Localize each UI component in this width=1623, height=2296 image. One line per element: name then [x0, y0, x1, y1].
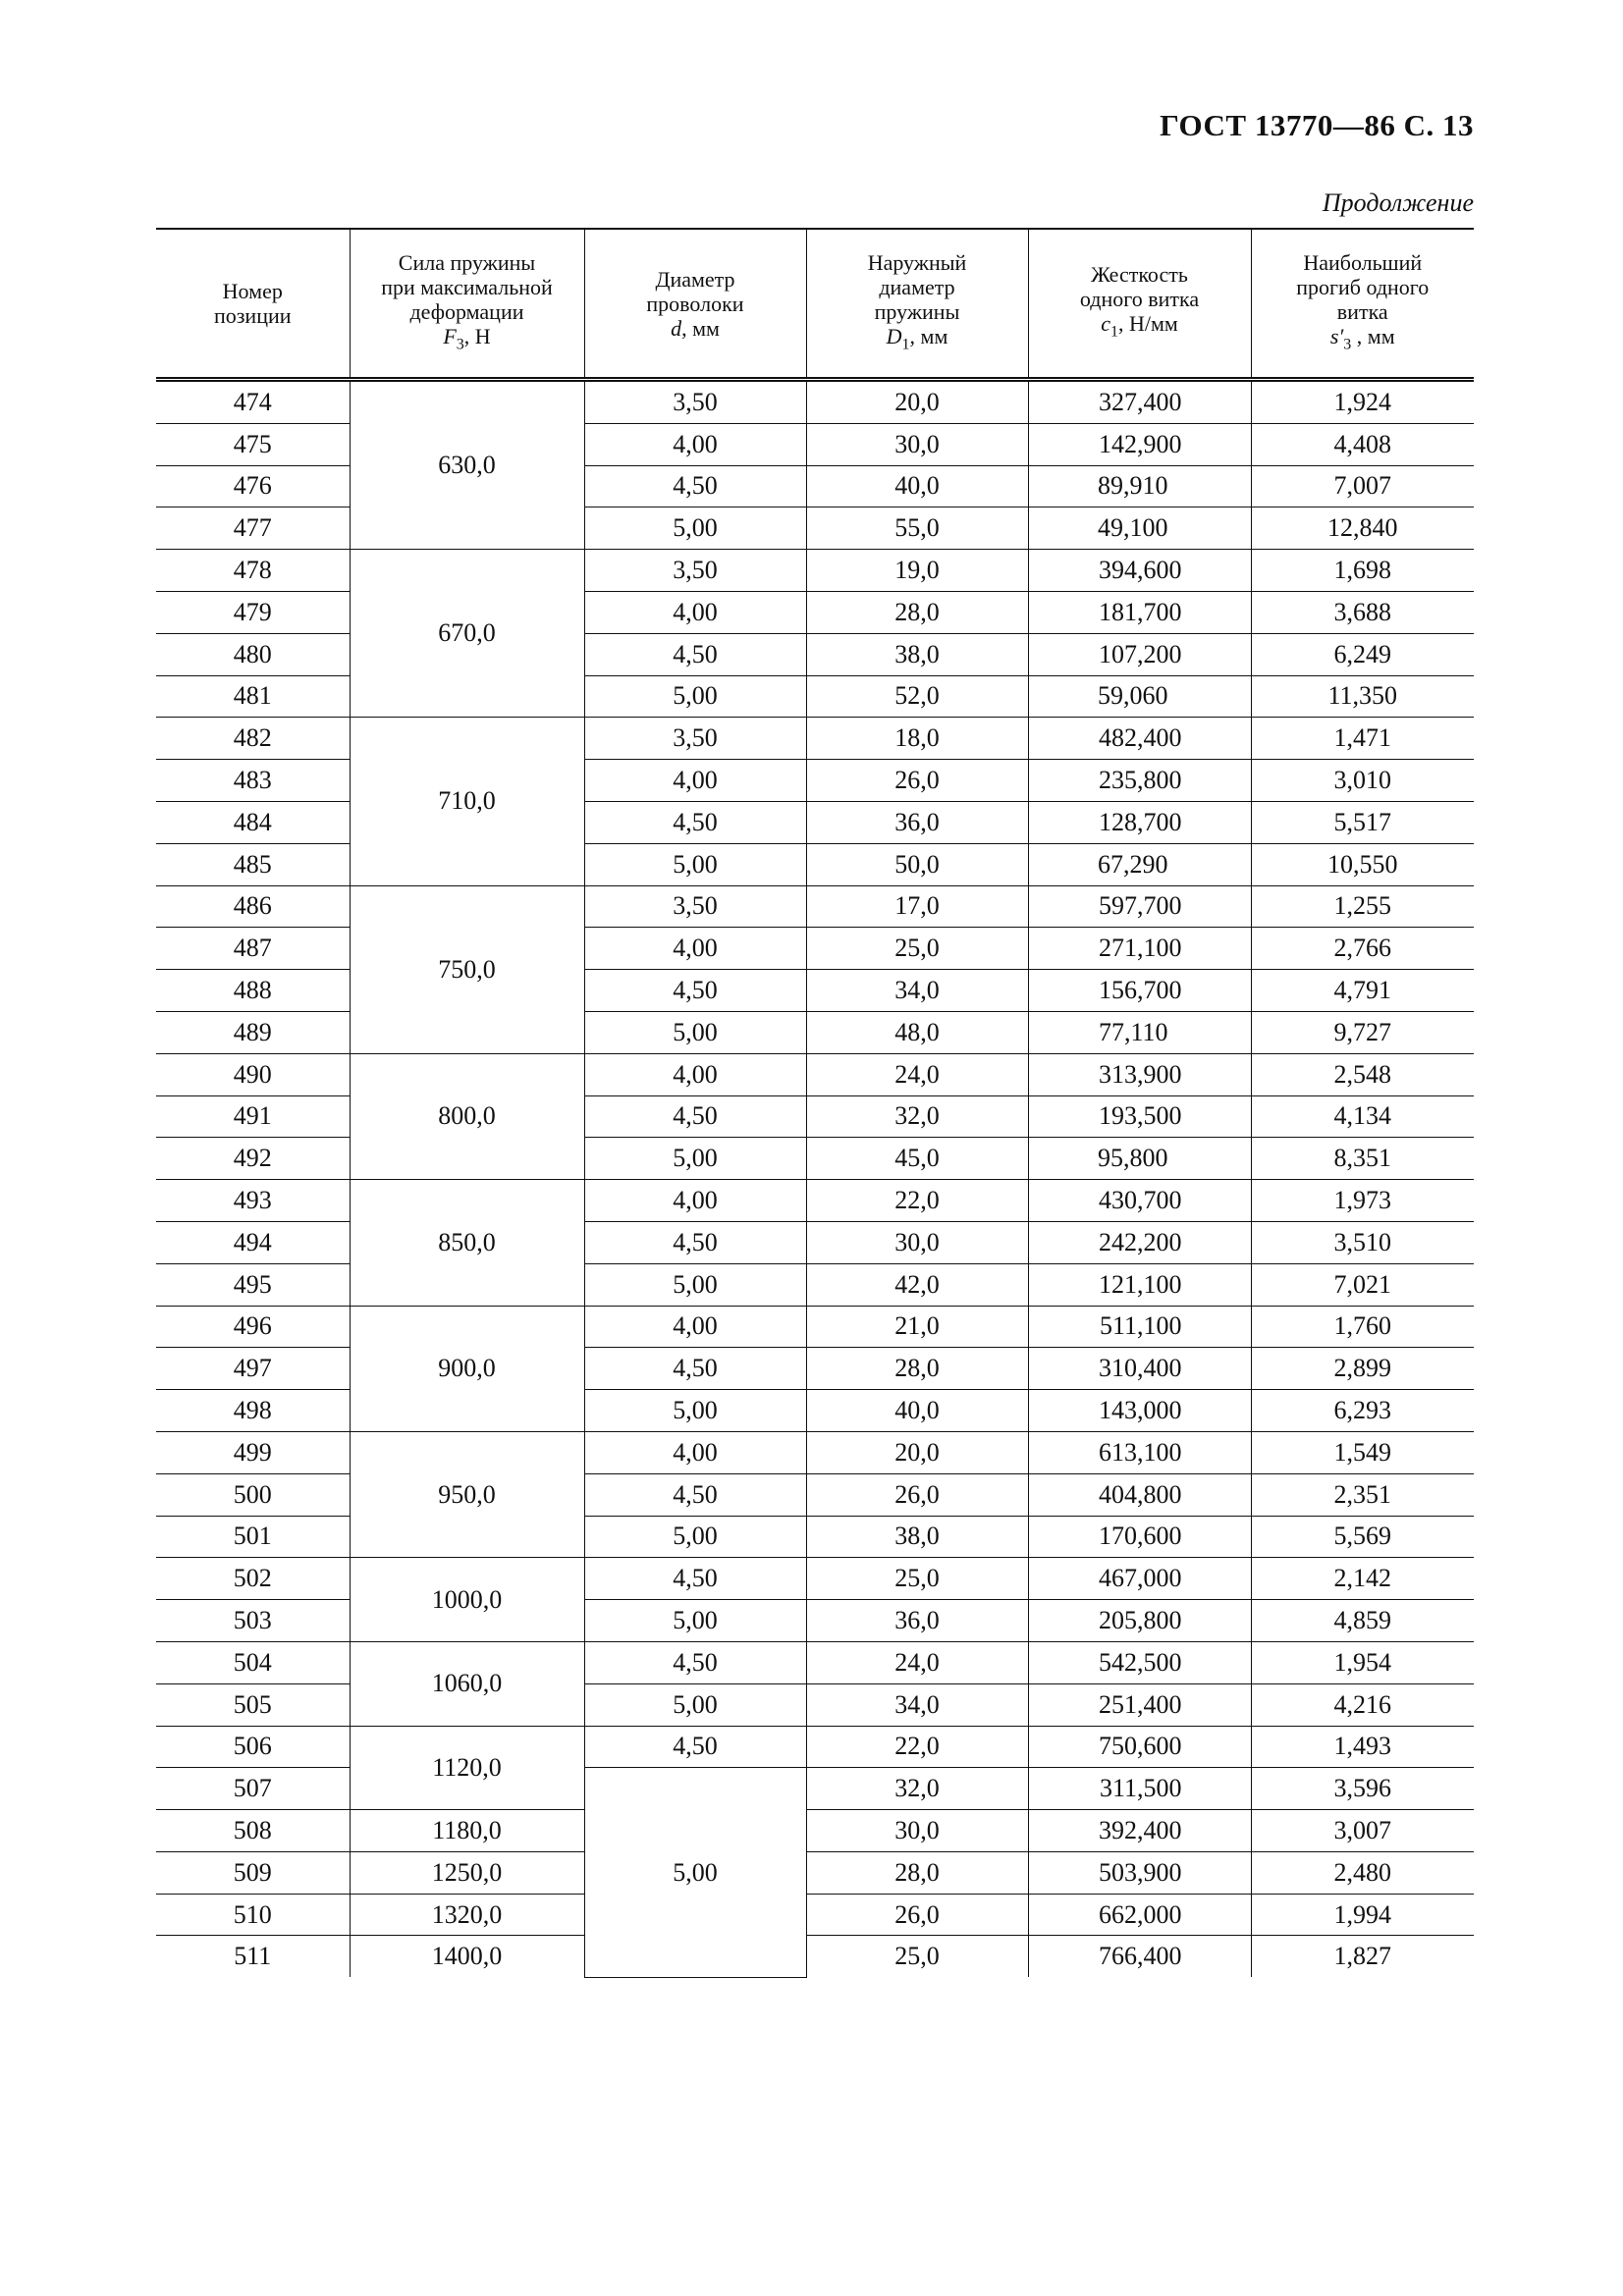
cell-stiffness: 128,700: [1028, 801, 1251, 843]
table-row: [156, 1851, 1474, 1894]
cell-wire-diameter: 4,50: [584, 633, 806, 675]
cell-outer-diameter: 25,0: [806, 1936, 1028, 1977]
cell-stiffness: 597,700: [1028, 885, 1251, 928]
cell-stiffness: 766,400: [1028, 1936, 1251, 1977]
cell-force: 900,0: [350, 1306, 584, 1431]
cell-stiffness: 503,900: [1028, 1851, 1251, 1894]
cell-wire-diameter: 4,50: [584, 1726, 806, 1768]
cell-wire-diameter: 4,50: [584, 1221, 806, 1263]
cell-outer-diameter: 32,0: [806, 1095, 1028, 1138]
cell-stiffness: 662,000: [1028, 1894, 1251, 1936]
cell-position: 501: [156, 1516, 350, 1558]
cell-outer-diameter: 40,0: [806, 465, 1028, 507]
cell-wire-diameter: 4,00: [584, 928, 806, 970]
cell-force: 1000,0: [350, 1558, 584, 1642]
table-row: [156, 1726, 1474, 1768]
cell-position: 509: [156, 1851, 350, 1894]
header-outer-diameter: Наружный диаметр пружины $D_1$, мм: [806, 229, 1028, 380]
cell-stiffness: 251,400: [1028, 1683, 1251, 1726]
cell-force: 750,0: [350, 885, 584, 1053]
cell-stiffness: 511,100: [1028, 1306, 1251, 1348]
cell-outer-diameter: 30,0: [806, 1221, 1028, 1263]
cell-outer-diameter: 36,0: [806, 1600, 1028, 1642]
cell-stiffness: 467,000: [1028, 1558, 1251, 1600]
cell-wire-diameter: 5,00: [584, 1600, 806, 1642]
cell-position: 494: [156, 1221, 350, 1263]
cell-deflection: 1,549: [1251, 1431, 1474, 1473]
cell-outer-diameter: 50,0: [806, 843, 1028, 885]
cell-outer-diameter: 48,0: [806, 1011, 1028, 1053]
cell-stiffness: 310,400: [1028, 1348, 1251, 1390]
cell-wire-diameter: 5,00: [584, 1516, 806, 1558]
cell-wire-diameter: 4,50: [584, 465, 806, 507]
cell-outer-diameter: 38,0: [806, 633, 1028, 675]
cell-deflection: 11,350: [1251, 675, 1474, 718]
cell-wire-diameter: 4,00: [584, 423, 806, 465]
cell-outer-diameter: 28,0: [806, 1851, 1028, 1894]
cell-outer-diameter: 28,0: [806, 1348, 1028, 1390]
cell-outer-diameter: 52,0: [806, 675, 1028, 718]
cell-outer-diameter: 22,0: [806, 1726, 1028, 1768]
cell-wire-diameter: 5,00: [584, 1683, 806, 1726]
cell-stiffness: 271,100: [1028, 928, 1251, 970]
cell-wire-diameter: 4,00: [584, 1306, 806, 1348]
table-header-row: [156, 229, 1474, 380]
cell-deflection: 4,134: [1251, 1095, 1474, 1138]
spring-parameters-table: [156, 228, 1474, 1978]
cell-outer-diameter: 30,0: [806, 1810, 1028, 1852]
cell-wire-diameter: 4,00: [584, 760, 806, 802]
cell-deflection: 3,010: [1251, 760, 1474, 802]
cell-position: 499: [156, 1431, 350, 1473]
cell-position: 510: [156, 1894, 350, 1936]
cell-stiffness: 327,400: [1028, 380, 1251, 424]
cell-position: 480: [156, 633, 350, 675]
cell-wire-diameter: 4,50: [584, 1473, 806, 1516]
cell-position: 498: [156, 1390, 350, 1432]
cell-deflection: 1,827: [1251, 1936, 1474, 1977]
cell-outer-diameter: 26,0: [806, 1473, 1028, 1516]
cell-outer-diameter: 34,0: [806, 970, 1028, 1012]
cell-outer-diameter: 21,0: [806, 1306, 1028, 1348]
cell-wire-diameter: 3,50: [584, 380, 806, 424]
header-position: Номер позиции: [156, 229, 350, 380]
cell-stiffness: 170,600: [1028, 1516, 1251, 1558]
cell-stiffness: 193,500: [1028, 1095, 1251, 1138]
table-row: [156, 1053, 1474, 1095]
cell-deflection: 10,550: [1251, 843, 1474, 885]
cell-position: 478: [156, 550, 350, 592]
cell-stiffness: 542,500: [1028, 1641, 1251, 1683]
cell-outer-diameter: 22,0: [806, 1180, 1028, 1222]
cell-outer-diameter: 40,0: [806, 1390, 1028, 1432]
cell-wire-diameter: 3,50: [584, 885, 806, 928]
cell-deflection: 5,569: [1251, 1516, 1474, 1558]
continuation-label: Продолжение: [1322, 188, 1474, 217]
cell-position: 505: [156, 1683, 350, 1726]
cell-deflection: 2,480: [1251, 1851, 1474, 1894]
cell-position: 475: [156, 423, 350, 465]
table-row: [156, 1810, 1474, 1852]
cell-position: 488: [156, 970, 350, 1012]
cell-outer-diameter: 26,0: [806, 760, 1028, 802]
cell-stiffness: 750,600: [1028, 1726, 1251, 1768]
cell-position: 500: [156, 1473, 350, 1516]
cell-outer-diameter: 32,0: [806, 1768, 1028, 1810]
header-max-deflection: Наибольший прогиб одного витка $s'_3$ , мм: [1251, 229, 1474, 380]
cell-wire-diameter: 4,50: [584, 1558, 806, 1600]
cell-wire-diameter: 5,00: [584, 843, 806, 885]
cell-position: 479: [156, 591, 350, 633]
table-row: [156, 1894, 1474, 1936]
cell-stiffness: 235,800: [1028, 760, 1251, 802]
cell-wire-diameter: 4,00: [584, 1180, 806, 1222]
cell-outer-diameter: 55,0: [806, 507, 1028, 550]
cell-deflection: 2,548: [1251, 1053, 1474, 1095]
cell-position: 503: [156, 1600, 350, 1642]
cell-deflection: 2,899: [1251, 1348, 1474, 1390]
cell-outer-diameter: 24,0: [806, 1053, 1028, 1095]
cell-wire-diameter: 4,00: [584, 591, 806, 633]
header-stiffness: Жесткость одного витка $c_1$, Н/мм: [1028, 229, 1251, 380]
cell-outer-diameter: 34,0: [806, 1683, 1028, 1726]
cell-outer-diameter: 42,0: [806, 1263, 1028, 1306]
cell-deflection: 1,471: [1251, 718, 1474, 760]
cell-wire-diameter: 4,00: [584, 1053, 806, 1095]
cell-position: 483: [156, 760, 350, 802]
cell-position: 474: [156, 380, 350, 424]
cell-position: 507: [156, 1768, 350, 1810]
cell-outer-diameter: 17,0: [806, 885, 1028, 928]
cell-deflection: 3,007: [1251, 1810, 1474, 1852]
table-row: [156, 380, 1474, 424]
cell-position: 484: [156, 801, 350, 843]
cell-deflection: 3,688: [1251, 591, 1474, 633]
cell-outer-diameter: 20,0: [806, 1431, 1028, 1473]
cell-wire-diameter: 4,50: [584, 801, 806, 843]
cell-position: 489: [156, 1011, 350, 1053]
cell-position: 497: [156, 1348, 350, 1390]
cell-outer-diameter: 38,0: [806, 1516, 1028, 1558]
cell-deflection: 1,973: [1251, 1180, 1474, 1222]
cell-stiffness: 181,700: [1028, 591, 1251, 633]
page-header: ГОСТ 13770—86 С. 13: [1160, 108, 1474, 142]
cell-position: 496: [156, 1306, 350, 1348]
cell-outer-diameter: 45,0: [806, 1138, 1028, 1180]
cell-outer-diameter: 26,0: [806, 1894, 1028, 1936]
cell-force: 800,0: [350, 1053, 584, 1179]
cell-force: 1060,0: [350, 1641, 584, 1726]
cell-stiffness: 392,400: [1028, 1810, 1251, 1852]
cell-force: 950,0: [350, 1431, 584, 1557]
cell-position: 485: [156, 843, 350, 885]
cell-stiffness: 613,100: [1028, 1431, 1251, 1473]
cell-force: 850,0: [350, 1180, 584, 1306]
cell-stiffness: 394,600: [1028, 550, 1251, 592]
cell-force: 670,0: [350, 550, 584, 718]
cell-deflection: 6,249: [1251, 633, 1474, 675]
cell-force: 1320,0: [350, 1894, 584, 1936]
cell-deflection: 1,255: [1251, 885, 1474, 928]
cell-position: 511: [156, 1936, 350, 1977]
cell-position: 482: [156, 718, 350, 760]
cell-force: 1400,0: [350, 1936, 584, 1977]
cell-wire-diameter: 4,50: [584, 970, 806, 1012]
cell-stiffness: 311,500: [1028, 1768, 1251, 1810]
cell-stiffness: 482,400: [1028, 718, 1251, 760]
cell-stiffness: 242,200: [1028, 1221, 1251, 1263]
cell-stiffness: 67,290: [1028, 843, 1251, 885]
table-row: [156, 1936, 1474, 1977]
cell-stiffness: 89,910: [1028, 465, 1251, 507]
cell-deflection: 2,766: [1251, 928, 1474, 970]
cell-wire-diameter: 4,50: [584, 1095, 806, 1138]
cell-stiffness: 77,110: [1028, 1011, 1251, 1053]
cell-position: 481: [156, 675, 350, 718]
cell-wire-diameter: 4,50: [584, 1348, 806, 1390]
cell-position: 487: [156, 928, 350, 970]
cell-deflection: 3,510: [1251, 1221, 1474, 1263]
cell-deflection: 2,351: [1251, 1473, 1474, 1516]
cell-wire-diameter: 4,50: [584, 1641, 806, 1683]
cell-outer-diameter: 36,0: [806, 801, 1028, 843]
header-wire-diameter: Диаметр проволоки d, мм: [584, 229, 806, 380]
cell-position: 491: [156, 1095, 350, 1138]
cell-outer-diameter: 30,0: [806, 423, 1028, 465]
cell-position: 476: [156, 465, 350, 507]
cell-stiffness: 430,700: [1028, 1180, 1251, 1222]
cell-deflection: 12,840: [1251, 507, 1474, 550]
cell-position: 486: [156, 885, 350, 928]
cell-outer-diameter: 25,0: [806, 928, 1028, 970]
cell-position: 506: [156, 1726, 350, 1768]
cell-deflection: 4,859: [1251, 1600, 1474, 1642]
cell-wire-diameter: 5,00: [584, 1138, 806, 1180]
cell-position: 492: [156, 1138, 350, 1180]
cell-stiffness: 156,700: [1028, 970, 1251, 1012]
table-row: [156, 1306, 1474, 1348]
table-row: [156, 1558, 1474, 1600]
cell-deflection: 1,924: [1251, 380, 1474, 424]
table-row: [156, 885, 1474, 928]
table-row: [156, 550, 1474, 592]
cell-deflection: 4,408: [1251, 423, 1474, 465]
cell-wire-diameter: 3,50: [584, 550, 806, 592]
cell-stiffness: 49,100: [1028, 507, 1251, 550]
table-body: [156, 380, 1474, 1978]
cell-wire-diameter: 5,00: [584, 507, 806, 550]
cell-wire-diameter: 5,00: [584, 1263, 806, 1306]
cell-deflection: 9,727: [1251, 1011, 1474, 1053]
table-row: [156, 1180, 1474, 1222]
cell-outer-diameter: 20,0: [806, 380, 1028, 424]
cell-stiffness: 59,060: [1028, 675, 1251, 718]
cell-position: 490: [156, 1053, 350, 1095]
cell-stiffness: 121,100: [1028, 1263, 1251, 1306]
cell-stiffness: 143,000: [1028, 1390, 1251, 1432]
cell-deflection: 5,517: [1251, 801, 1474, 843]
cell-outer-diameter: 28,0: [806, 591, 1028, 633]
cell-wire-diameter: 4,00: [584, 1431, 806, 1473]
cell-deflection: 2,142: [1251, 1558, 1474, 1600]
cell-force: 710,0: [350, 718, 584, 885]
cell-position: 495: [156, 1263, 350, 1306]
cell-position: 508: [156, 1810, 350, 1852]
cell-deflection: 1,994: [1251, 1894, 1474, 1936]
cell-deflection: 1,493: [1251, 1726, 1474, 1768]
cell-deflection: 4,791: [1251, 970, 1474, 1012]
cell-stiffness: 142,900: [1028, 423, 1251, 465]
cell-position: 502: [156, 1558, 350, 1600]
cell-outer-diameter: 19,0: [806, 550, 1028, 592]
cell-deflection: 7,021: [1251, 1263, 1474, 1306]
cell-deflection: 3,596: [1251, 1768, 1474, 1810]
cell-wire-diameter: 5,00: [584, 1390, 806, 1432]
cell-deflection: 1,698: [1251, 550, 1474, 592]
cell-stiffness: 107,200: [1028, 633, 1251, 675]
cell-wire-diameter: 5,00: [584, 1011, 806, 1053]
cell-wire-diameter: 3,50: [584, 718, 806, 760]
cell-deflection: 7,007: [1251, 465, 1474, 507]
cell-deflection: 4,216: [1251, 1683, 1474, 1726]
cell-outer-diameter: 25,0: [806, 1558, 1028, 1600]
cell-wire-diameter: 5,00: [584, 1768, 806, 1977]
cell-deflection: 8,351: [1251, 1138, 1474, 1180]
cell-position: 477: [156, 507, 350, 550]
table-row: [156, 1431, 1474, 1473]
cell-stiffness: 313,900: [1028, 1053, 1251, 1095]
cell-stiffness: 404,800: [1028, 1473, 1251, 1516]
cell-stiffness: 95,800: [1028, 1138, 1251, 1180]
cell-outer-diameter: 24,0: [806, 1641, 1028, 1683]
cell-deflection: 1,760: [1251, 1306, 1474, 1348]
cell-force: 630,0: [350, 380, 584, 550]
cell-force: 1120,0: [350, 1726, 584, 1810]
cell-stiffness: 205,800: [1028, 1600, 1251, 1642]
table-row: [156, 1641, 1474, 1683]
cell-deflection: 6,293: [1251, 1390, 1474, 1432]
header-force: Сила пружины при максимальной деформации $F_3$, Н: [350, 229, 584, 380]
cell-force: 1180,0: [350, 1810, 584, 1852]
cell-deflection: 1,954: [1251, 1641, 1474, 1683]
cell-position: 504: [156, 1641, 350, 1683]
cell-position: 493: [156, 1180, 350, 1222]
cell-force: 1250,0: [350, 1851, 584, 1894]
table-row: [156, 718, 1474, 760]
cell-outer-diameter: 18,0: [806, 718, 1028, 760]
cell-wire-diameter: 5,00: [584, 675, 806, 718]
